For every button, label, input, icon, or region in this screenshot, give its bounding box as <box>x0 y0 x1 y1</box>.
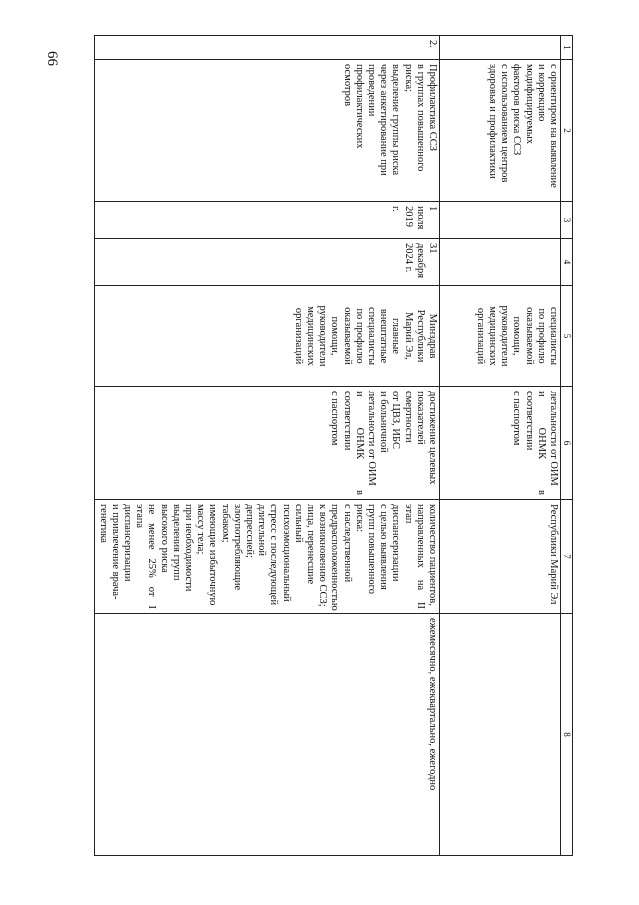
row-number <box>440 36 561 60</box>
text-line: групп повышенного <box>365 504 377 594</box>
text-line: оказываемой <box>341 307 353 365</box>
col-header: 2 <box>561 60 573 202</box>
text-line: организаций <box>292 307 304 365</box>
text-line: руководители <box>317 305 329 367</box>
text-line: по профилю <box>353 308 365 364</box>
text-line: Профилактика ССЗ <box>427 64 438 152</box>
measures-table <box>94 35 573 856</box>
text-line: высокого риска <box>158 504 170 573</box>
text-line: стресс с последующей <box>268 504 280 606</box>
row-number: 2. <box>95 36 440 60</box>
text-line: Республики Марий Эл <box>548 504 559 605</box>
text-line: и больничной <box>378 391 390 453</box>
text-line: предрасположенностью <box>329 504 341 611</box>
col-header: 6 <box>561 387 573 500</box>
text-line: не менее 25% от I этапа <box>134 504 158 612</box>
col-header: 1 <box>561 36 573 60</box>
text-line: специалисты <box>365 306 377 366</box>
text-line: выделение группы риска <box>390 64 402 176</box>
text-line: показателей смертности <box>402 391 426 448</box>
text-line: руководители <box>499 305 511 367</box>
text-line: психоэмоциональный <box>280 504 292 602</box>
text-line: сильный <box>292 504 304 543</box>
text-line: в группах повышенного <box>414 64 426 172</box>
expected-result <box>440 387 561 500</box>
text-line: с наследственной <box>341 504 353 583</box>
col-header: 3 <box>561 202 573 239</box>
period: ежемесячно, ежеквартально, ежегодно <box>95 614 440 856</box>
text-line: лица, перенесшие <box>304 504 316 585</box>
start-date <box>440 202 561 239</box>
text-line: от ЦВЗ, ИБС <box>390 391 402 449</box>
text-line: количество пациентов, <box>427 504 438 606</box>
text-line: здоровья и профилактики <box>486 64 498 179</box>
text-line: генетика <box>97 504 109 543</box>
text-line: Республики <box>414 309 426 363</box>
expected-result <box>95 387 440 500</box>
text-line: риска: <box>353 504 365 533</box>
text-line: летальности от ОИМ <box>365 391 377 486</box>
text-line: массу тела; <box>195 504 207 555</box>
text-line: Минздрав <box>427 313 438 359</box>
responsible <box>95 286 440 387</box>
text-line: направленных на II этап <box>402 504 426 612</box>
col-header: 4 <box>561 239 573 286</box>
text-line: имеющие избыточную <box>207 504 219 606</box>
text-line: медицинских <box>486 306 498 366</box>
col-header: 7 <box>561 500 573 614</box>
indicator <box>440 500 561 614</box>
text-line: и ОНМК в соответствии <box>341 391 365 498</box>
text-line: достижение целевых <box>427 391 438 485</box>
text-line: помощи, <box>511 316 523 356</box>
text-line: главные внештатные <box>378 308 402 364</box>
text-line: диспансеризации <box>390 504 402 582</box>
text-line: помощи, <box>329 316 341 356</box>
text-line: с паспортом <box>329 391 341 446</box>
text-line: при необходимости <box>182 504 194 592</box>
period <box>440 614 561 856</box>
text-line: риска; <box>402 64 414 93</box>
text-line: табаком; <box>219 504 231 543</box>
page-number: 66 <box>44 51 60 66</box>
measure-name <box>95 60 440 202</box>
text-line: профилактических <box>353 64 365 149</box>
text-line: и привлечение врача- <box>109 504 121 600</box>
text-line: специалисты <box>548 306 559 366</box>
start-date: 1 июля 2019 г. <box>95 202 440 239</box>
text-line: факторов риска ССЗ <box>511 64 523 156</box>
text-line: проведении <box>365 64 377 117</box>
text-line: медицинских <box>304 306 316 366</box>
responsible <box>440 286 561 387</box>
measure-name <box>440 60 561 202</box>
table-row <box>95 36 440 856</box>
end-date <box>440 239 561 286</box>
table-row <box>440 36 561 856</box>
text-line: и ОНМК в соответствии <box>523 391 547 498</box>
text-line: через анкетирование при <box>378 64 390 176</box>
text-line: и коррекцию <box>535 64 547 122</box>
text-line: злоупотребляющие <box>231 504 243 591</box>
text-line: Марий Эл, <box>402 312 414 360</box>
text-line: осмотров <box>341 64 353 107</box>
text-line: летальности от ОИМ <box>548 391 559 486</box>
text-line: оказываемой <box>523 307 535 365</box>
indicator <box>95 500 440 614</box>
text-line: с паспортом <box>511 391 523 446</box>
col-header: 8 <box>561 614 573 856</box>
text-line: модифицируемых <box>523 64 535 145</box>
text-line: с целью выявления <box>378 504 390 590</box>
text-line: организаций <box>474 307 486 365</box>
text-line: диспансеризации <box>121 504 133 582</box>
text-line: длительной депрессией; <box>243 504 268 559</box>
text-line: с ориентиром на выявление <box>548 64 559 188</box>
col-header: 5 <box>561 286 573 387</box>
text-line: выделения групп <box>170 504 182 581</box>
text-line: к возникновению ССЗ; <box>317 504 329 607</box>
rotated-table-container <box>97 35 573 855</box>
end-date: 31 декабря 2024 г. <box>95 239 440 286</box>
text-line: по профилю <box>535 308 547 364</box>
text-line: с использованием центров <box>499 64 511 183</box>
column-number-row <box>561 36 573 856</box>
